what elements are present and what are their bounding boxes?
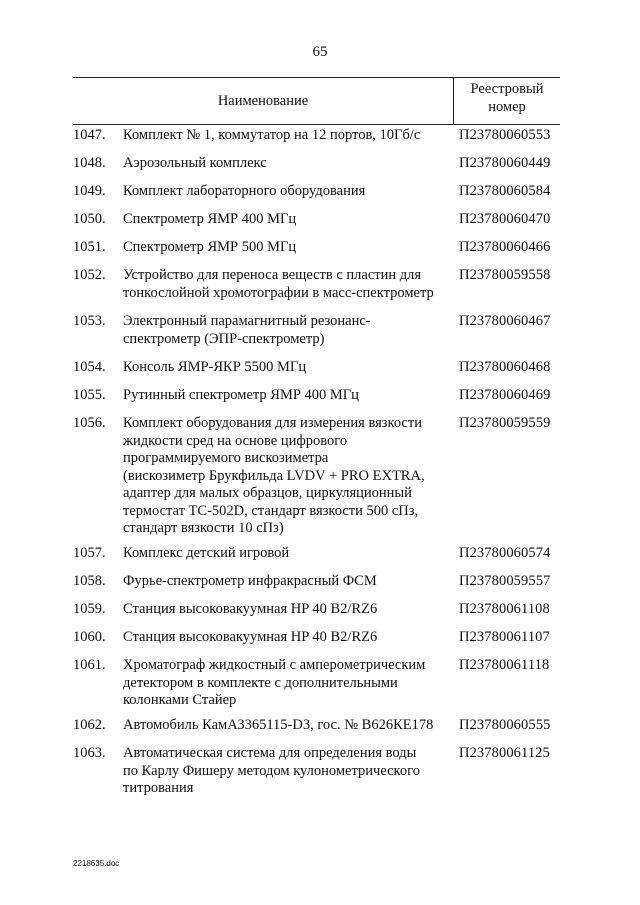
row-name-line: Комплект лабораторного оборудования xyxy=(123,183,366,199)
row-number: 1059. xyxy=(73,601,106,617)
row-name-line: жидкости сред на основе цифрового xyxy=(123,432,348,449)
row-name xyxy=(123,745,453,798)
row-name-line: Консоль ЯМР-ЯКР 5500 МГц xyxy=(123,359,307,375)
row-name xyxy=(123,239,453,257)
row-name-line: Комплекс детский игровой xyxy=(123,545,290,561)
row-number: 1057. xyxy=(73,545,106,561)
row-number: 1055. xyxy=(73,387,106,403)
row-name xyxy=(123,387,453,405)
row-name xyxy=(123,211,453,229)
row-name-line: Комплект № 1, коммутатор на 12 портов, 10Гб/с xyxy=(123,127,421,143)
row-name-line: колонками Стайер xyxy=(123,692,237,708)
row-name-line: Автомобиль КамАЗ365115-D3, гос. № В626КЕ178 xyxy=(123,717,434,733)
row-name-line: Спектрометр ЯМР 400 МГц xyxy=(123,211,297,227)
row-name-line: Спектрометр ЯМР 500 МГц xyxy=(123,239,297,255)
row-name-line: детектором в комплекте с дополнительными xyxy=(123,674,398,691)
row-registry-number: П23780061107 xyxy=(459,629,550,645)
row-registry-number: П23780060574 xyxy=(459,545,551,561)
page-number: 65 xyxy=(312,44,328,60)
row-name xyxy=(123,183,453,201)
row-number: 1056. xyxy=(73,415,106,431)
row-registry-number: П23780060466 xyxy=(459,239,551,255)
row-name xyxy=(123,415,453,538)
row-name-line: спектрометр (ЭПР-спектрометр) xyxy=(123,330,325,347)
row-registry-number: П23780060449 xyxy=(459,155,551,171)
row-registry-number: П23780061108 xyxy=(459,601,550,617)
row-name-line: Автоматическая система для определения воды xyxy=(123,745,417,761)
row-registry-number: П23780059558 xyxy=(459,267,551,283)
row-name-line: (вискозиметр Брукфильда LVDV + PRO EXTRA, xyxy=(123,467,425,484)
row-name-line: Хроматограф жидкостный с амперометрическим xyxy=(123,657,426,673)
row-name xyxy=(123,545,453,563)
footer-filename: 2218635.doc xyxy=(73,859,120,868)
row-name-line: программируемого вискозиметра xyxy=(123,450,329,466)
row-name xyxy=(123,717,453,735)
row-registry-number: П23780060555 xyxy=(459,717,551,733)
row-name-line: Рутинный спектрометр ЯМР 400 МГц xyxy=(123,387,359,403)
row-registry-number: П23780060584 xyxy=(459,183,551,199)
row-number: 1063. xyxy=(73,745,106,761)
row-name-line: Комплект оборудования для измерения вязкости xyxy=(123,415,422,431)
row-registry-number: П23780061118 xyxy=(459,657,550,673)
row-number: 1047. xyxy=(73,127,106,143)
row-number: 1061. xyxy=(73,657,106,673)
row-name xyxy=(123,657,453,710)
row-name-line: титрования xyxy=(123,780,194,796)
row-number: 1048. xyxy=(73,155,106,171)
row-name xyxy=(123,155,453,173)
row-name xyxy=(123,359,453,377)
row-number: 1058. xyxy=(73,573,106,589)
row-name xyxy=(123,313,453,348)
row-name-line: Станция высоковакуумная HP 40 B2/RZ6 xyxy=(123,601,378,617)
row-registry-number: П23780061125 xyxy=(459,745,550,761)
row-name xyxy=(123,267,453,302)
row-registry-number: П23780060467 xyxy=(459,313,551,329)
row-name-line: адаптер для малых образцов, циркуляционный xyxy=(123,485,412,501)
row-registry-number: П23780060469 xyxy=(459,387,551,403)
row-name-line: по Карлу Фишеру методом кулонометрического xyxy=(123,762,420,779)
row-number: 1053. xyxy=(73,313,106,329)
row-registry-number: П23780060470 xyxy=(459,211,551,227)
header-registry-number xyxy=(454,80,560,116)
header-name: Наименование xyxy=(73,78,454,124)
row-name-line: Электронный парамагнитный резонанс- xyxy=(123,313,371,329)
row-number: 1049. xyxy=(73,183,106,199)
row-registry-number: П23780060553 xyxy=(459,127,551,143)
row-number: 1062. xyxy=(73,717,106,733)
row-registry-number: П23780060468 xyxy=(459,359,551,375)
row-name-line: термостат ТС-502D, стандарт вязкости 500 сПз, xyxy=(123,502,419,519)
header-registry-line1: Реестровый xyxy=(470,81,544,97)
table-header xyxy=(73,77,560,125)
row-name-line: стандарт вязкости 10 сПз) xyxy=(123,520,284,536)
row-number: 1052. xyxy=(73,267,106,283)
row-name-line: Фурье-спектрометр инфракрасный ФСМ xyxy=(123,573,377,589)
row-name xyxy=(123,629,453,647)
row-registry-number: П23780059557 xyxy=(459,573,551,589)
row-registry-number: П23780059559 xyxy=(459,415,551,431)
row-name xyxy=(123,127,453,145)
header-registry-line2: номер xyxy=(488,99,526,115)
row-name xyxy=(123,601,453,619)
row-name-line: Станция высоковакуумная HP 40 B2/RZ6 xyxy=(123,629,378,645)
row-name xyxy=(123,573,453,591)
row-number: 1050. xyxy=(73,211,106,227)
row-number: 1054. xyxy=(73,359,106,375)
row-name-line: Устройство для переноса веществ с пластин для xyxy=(123,267,422,283)
row-name-line: тонкослойной хромотографии в масс-спектрометр xyxy=(123,284,434,301)
row-number: 1051. xyxy=(73,239,106,255)
row-number: 1060. xyxy=(73,629,106,645)
row-name-line: Аэрозольный комплекс xyxy=(123,155,267,171)
